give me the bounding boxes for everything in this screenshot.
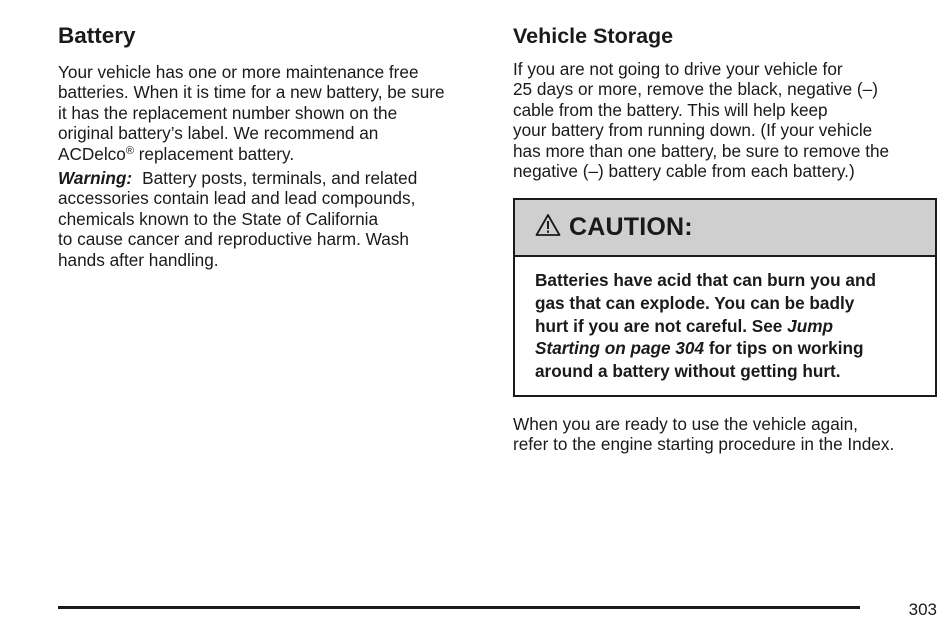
warning-text: Battery posts, terminals, and related (142, 168, 418, 188)
text-line: Batteries have acid that can burn you and (535, 270, 876, 290)
caution-box (513, 198, 937, 397)
text-line: accessories contain lead and lead compounds, (58, 188, 416, 209)
text-line: hands after handling. (58, 249, 219, 270)
brand-name: ACDelco (58, 143, 126, 164)
text-line: gas that can explode. You can be badly (535, 292, 855, 313)
page-number: 303 (908, 600, 937, 619)
text-line: Your vehicle has one or more maintenance free (58, 62, 419, 82)
warning-label: Warning: (58, 168, 133, 188)
text-line: chemicals known to the State of California (58, 208, 379, 229)
caution-text: hurt if you are not careful. See (535, 315, 788, 336)
caution-body (515, 257, 935, 383)
text-line: to cause cancer and reproductive harm. Wash (58, 229, 409, 250)
vehicle-storage-heading: Vehicle Storage (513, 24, 674, 48)
text-line (58, 144, 445, 164)
caution-title: CAUTION: (569, 213, 693, 241)
ready-paragraph (513, 414, 894, 455)
text-line (535, 337, 935, 360)
text-line (58, 168, 417, 188)
storage-paragraph (513, 59, 889, 181)
text-line: If you are not going to drive your vehicle for (513, 59, 843, 79)
text-line: has more than one battery, be sure to remove the (513, 140, 890, 161)
text-line: around a battery without getting hurt. (535, 361, 841, 382)
battery-heading: Battery (58, 23, 136, 48)
text-line: When you are ready to use the vehicle again, (513, 414, 858, 434)
warning-triangle-icon (535, 213, 569, 242)
warning-paragraph (58, 168, 417, 270)
caution-header (515, 200, 935, 257)
cross-reference-link[interactable]: Jump (787, 315, 833, 336)
footer-divider (58, 606, 860, 609)
cross-reference-link[interactable]: Starting on page 304 (535, 338, 705, 359)
text-line: it has the replacement number shown on the (58, 102, 398, 123)
text-line (535, 315, 935, 338)
text-line: refer to the engine starting procedure in the Index. (513, 434, 895, 455)
text-line: original battery’s label. We recommend an (58, 123, 379, 144)
text-line: your battery from running down. (If your vehicle (513, 120, 873, 141)
registered-mark: ® (125, 144, 134, 157)
brand-tail: replacement battery. (133, 143, 295, 164)
text-line: cable from the battery. This will help keep (513, 99, 828, 120)
text-line: 25 days or more, remove the black, negative (–) (513, 79, 878, 100)
battery-paragraph (58, 62, 445, 164)
caution-text: for tips on working (704, 338, 864, 359)
text-line: negative (–) battery cable from each battery.) (513, 161, 855, 182)
text-line: batteries. When it is time for a new battery, be sure (58, 82, 445, 103)
